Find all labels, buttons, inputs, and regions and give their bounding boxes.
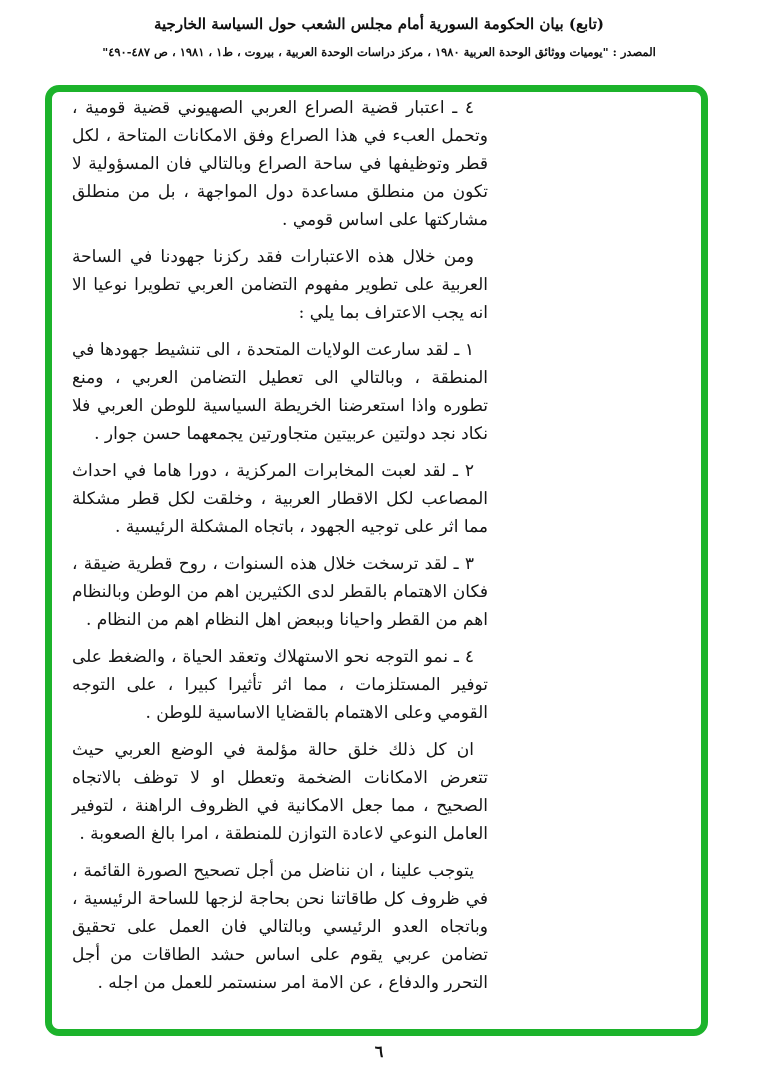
paragraph-item-3-regional-spirit: ٣ ـ لقد ترسخت خلال هذه السنوات ، روح قطرية ضيقة ، فكان الاهتمام بالقطر لدى الكثيرين اهم من الوطن وبالنظام اهم من القطر واحيانا وببعض اهل النظام اهم من النظام .: [72, 554, 488, 630]
paragraph-painful-situation: ان كل ذلك خلق حالة مؤلمة في الوضع العربي حيث تتعرض الامكانات الضخمة وتعطل او لا توظف بالاتجاه الصحيح ، مما جعل الامكانية في الظروف الراهنة ، لتوفير العامل النوعي لاعادة التوازن للمنطقة ، امرا بالغ الصعوبة .: [72, 740, 488, 844]
source-citation-line: المصدر : "يوميات ووثائق الوحدة العربية ١٩٨٠ ، مركز دراسات الوحدة العربية ، بيروت ، ط١ ، ١٩٨١ ، ص ٤٨٧-٤٩٠": [102, 45, 656, 59]
paragraph-considerations-intro: ومن خلال هذه الاعتبارات فقد ركزنا جهودنا في الساحة العربية على تطوير مفهوم التضامن العربي تطويرا نوعيا الا انه يجب الاعتراف بما يلي :: [72, 247, 488, 323]
paragraph-conclusion-struggle: يتوجب علينا ، ان نناضل من أجل تصحيح الصورة القائمة ، في ظروف كل طاقاتنا نحن بحاجة لزجها للساحة الرئيسية ، وباتجاه العدو الرئيسي وبالتالي فان العمل على تحقيق تضامن عربي يقوم على اساس حشد الطاقات من أجل التحرر والدفاع ، عن الامة امر سنستمر للعمل من اجله .: [72, 861, 488, 993]
page-number: ٦: [374, 1042, 384, 1061]
paragraph-item-1-united-states: ١ ـ لقد سارعت الولايات المتحدة ، الى تنشيط جهودها في المنطقة ، وبالتالي الى تعطيل التضامن العربي ، ومنع تطوره واذا استعرضنا الخريطة السياسية للوطن العربي فلا نكاد نجد دولتين عربيتين متجاورتين يجمعهما حسن جوار .: [72, 340, 488, 444]
paragraph-item-4-consumption: ٤ ـ نمو التوجه نحو الاستهلاك وتعقد الحياة ، والضغط على توفير المستلزمات ، مما اثر تأثيرا كبيرا ، على التوجه القومي وعلى الاهتمام بالقضايا الاساسية للوطن .: [72, 647, 488, 723]
paragraph-item-2-central-intelligence: ٢ ـ لقد لعبت المخابرات المركزية ، دورا هاما في احداث المصاعب لكل الاقطار العربية ، وخلقت لكل قطر مشكلة مما اثر على توجيه الجهود ، باتجاه المشكلة الرئيسية .: [72, 461, 488, 537]
page-title: (تابع) بيان الحكومة السورية أمام مجلس الشعب حول السياسة الخارجية: [153, 15, 604, 33]
paragraph-point-4-national-cause: ٤ ـ اعتبار قضية الصراع العربي الصهيوني قضية قومية ، وتحمل العبء في هذا الصراع وفق الامكانات المتاحة ، لكل قطر وتوظيفها في ساحة الصراع وبالتالي فان المسؤولية لا تكون من منطلق مساعدة دول المواجهة ، بل من منطلق مشاركتها على اساس قومي .: [72, 98, 488, 230]
document-text-column: [72, 94, 488, 1006]
